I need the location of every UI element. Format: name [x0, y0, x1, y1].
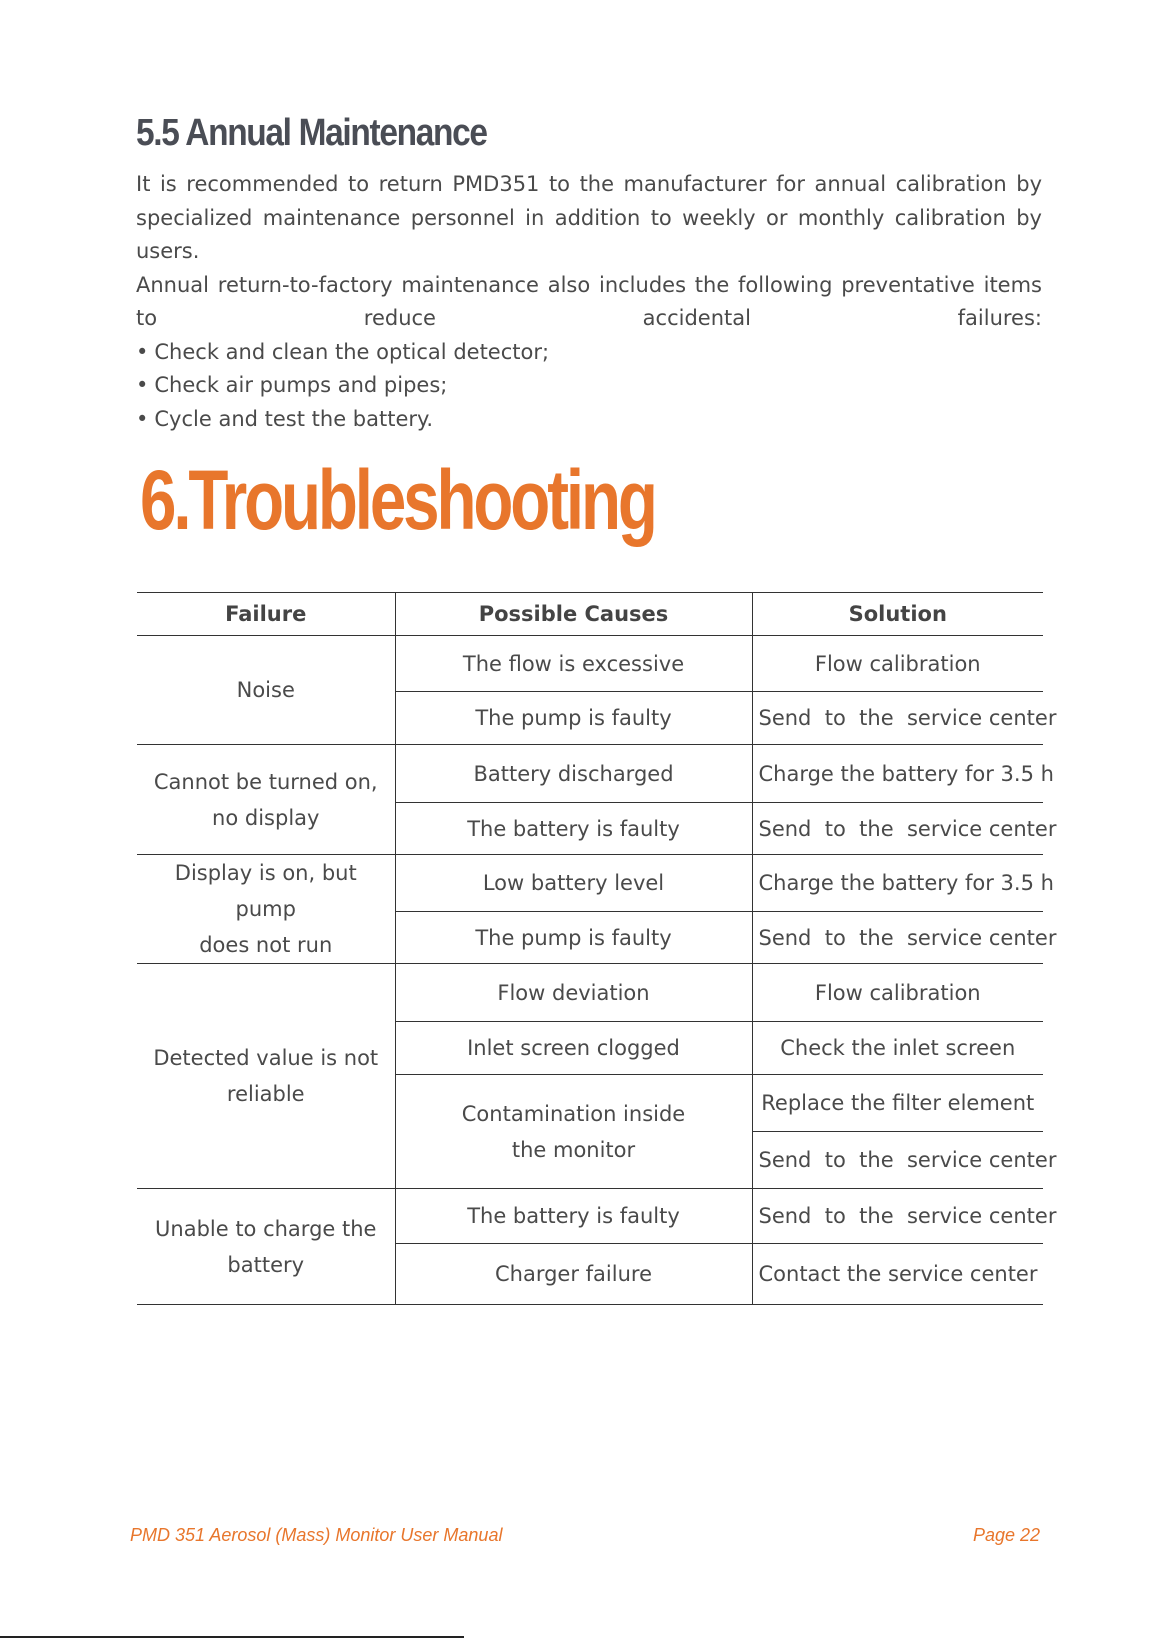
solution-cell	[752, 1075, 1043, 1132]
cause-text: Inlet screen clogged	[467, 1036, 680, 1060]
failure-text: Cannot be turned on,	[153, 769, 378, 794]
cause-cell	[395, 855, 752, 912]
failure-cell	[137, 964, 395, 1189]
solution-text: Charge the battery for 3.5 h	[758, 761, 1054, 786]
solution-text: Send to the service center	[758, 1148, 1057, 1172]
list-item	[136, 369, 1042, 403]
header-failure: Failure	[137, 593, 395, 636]
cause-cell	[395, 1075, 752, 1189]
section-heading: 5.5 Annual Maintenance	[136, 112, 487, 154]
bullet-symbol: •	[136, 406, 149, 431]
table-header-row	[137, 593, 1043, 636]
bullet-symbol: •	[136, 339, 149, 364]
solution-text: Contact the service center	[758, 1262, 1038, 1286]
cause-text: The pump is faulty	[475, 925, 672, 950]
list-item	[136, 403, 1042, 437]
solution-cell	[752, 1132, 1057, 1189]
failure-text: Unable to charge the	[155, 1216, 377, 1241]
solution-cell	[752, 1244, 1043, 1305]
bullet-symbol: •	[136, 373, 149, 397]
cause-cell	[395, 692, 752, 745]
solution-text: Check the inlet screen	[780, 1036, 1016, 1060]
cause-cell	[395, 803, 752, 855]
failure-text: Display is on, but pump	[174, 861, 357, 921]
cause-text: the monitor	[511, 1137, 636, 1162]
solution-cell	[752, 636, 1043, 692]
solution-text: Send to the service center	[758, 925, 1057, 950]
list-item-text: Check and clean the optical detector;	[154, 339, 550, 364]
paragraph-preventative: Annual return-to-factory maintenance also includes the following preventative items to reduce accidental failures:	[136, 272, 1042, 330]
chapter-heading: 6.Troubleshooting	[140, 453, 655, 547]
failure-cell	[137, 745, 395, 855]
cause-cell	[395, 1022, 752, 1075]
cause-text: Battery discharged	[473, 761, 674, 786]
solution-text: Send to the service center	[758, 706, 1057, 730]
preventative-list	[136, 336, 1042, 437]
failure-cell	[137, 636, 395, 745]
header-possible-causes: Possible Causes	[395, 593, 752, 636]
table-row	[137, 636, 1043, 692]
failure-cell	[137, 855, 395, 964]
solution-cell	[752, 912, 1057, 964]
failure-text: no display	[212, 805, 320, 830]
solution-cell	[752, 855, 1054, 912]
failure-text: does not run	[199, 933, 333, 957]
header-solution: Solution	[752, 593, 1043, 636]
solution-text: Charge the battery for 3.5 h	[758, 871, 1054, 895]
table-row	[137, 1189, 1043, 1244]
table-body	[137, 636, 1057, 1305]
cause-cell	[395, 964, 752, 1022]
cause-cell	[395, 1189, 752, 1244]
solution-cell	[752, 803, 1057, 855]
cause-text: Low battery level	[482, 871, 665, 895]
solution-text: Flow calibration	[814, 651, 981, 676]
failure-text: battery	[227, 1252, 305, 1277]
bottom-rule	[0, 1636, 464, 1638]
list-item-text: Check air pumps and pipes;	[154, 373, 448, 397]
section-body	[136, 168, 1042, 436]
failure-text: reliable	[226, 1082, 305, 1106]
cause-text: The pump is faulty	[475, 706, 672, 730]
solution-text: Replace the filter element	[761, 1091, 1035, 1115]
footer-page-number: Page 22	[972, 1525, 1040, 1545]
table-row	[137, 745, 1043, 803]
solution-text: Flow calibration	[814, 980, 981, 1005]
table-row	[137, 964, 1043, 1022]
cause-text: Contamination inside	[461, 1101, 686, 1126]
failure-text: Noise	[236, 678, 295, 702]
list-item-text: Cycle and test the battery.	[154, 406, 434, 431]
cause-cell	[395, 745, 752, 803]
solution-text: Send to the service center	[758, 816, 1057, 841]
solution-cell	[752, 1189, 1057, 1244]
troubleshooting-table	[137, 592, 1057, 1305]
solution-text: Send to the service center	[758, 1204, 1057, 1228]
cause-text: Flow deviation	[497, 980, 650, 1005]
cause-text: Charger failure	[495, 1262, 652, 1286]
failure-cell	[137, 1189, 395, 1305]
cause-text: The battery is faulty	[467, 816, 680, 841]
cause-cell	[395, 912, 752, 964]
cause-text: The flow is excessive	[462, 651, 685, 676]
table-row	[137, 855, 1043, 912]
solution-cell	[752, 964, 1043, 1022]
solution-cell	[752, 745, 1054, 803]
failure-text: Detected value is not	[153, 1046, 379, 1070]
cause-cell	[395, 1244, 752, 1305]
solution-cell	[752, 692, 1057, 745]
solution-cell	[752, 1022, 1043, 1075]
cause-cell	[395, 636, 752, 692]
footer-manual-title: PMD 351 Aerosol (Mass) Monitor User Manual	[130, 1525, 503, 1545]
cause-text: The battery is faulty	[467, 1204, 680, 1228]
paragraph-annual-return: It is recommended to return PMD351 to the manufacturer for annual calibration by specialized maintenance personnel in addition to weekly or monthly calibration by users.	[136, 172, 1042, 263]
list-item	[136, 336, 1042, 370]
